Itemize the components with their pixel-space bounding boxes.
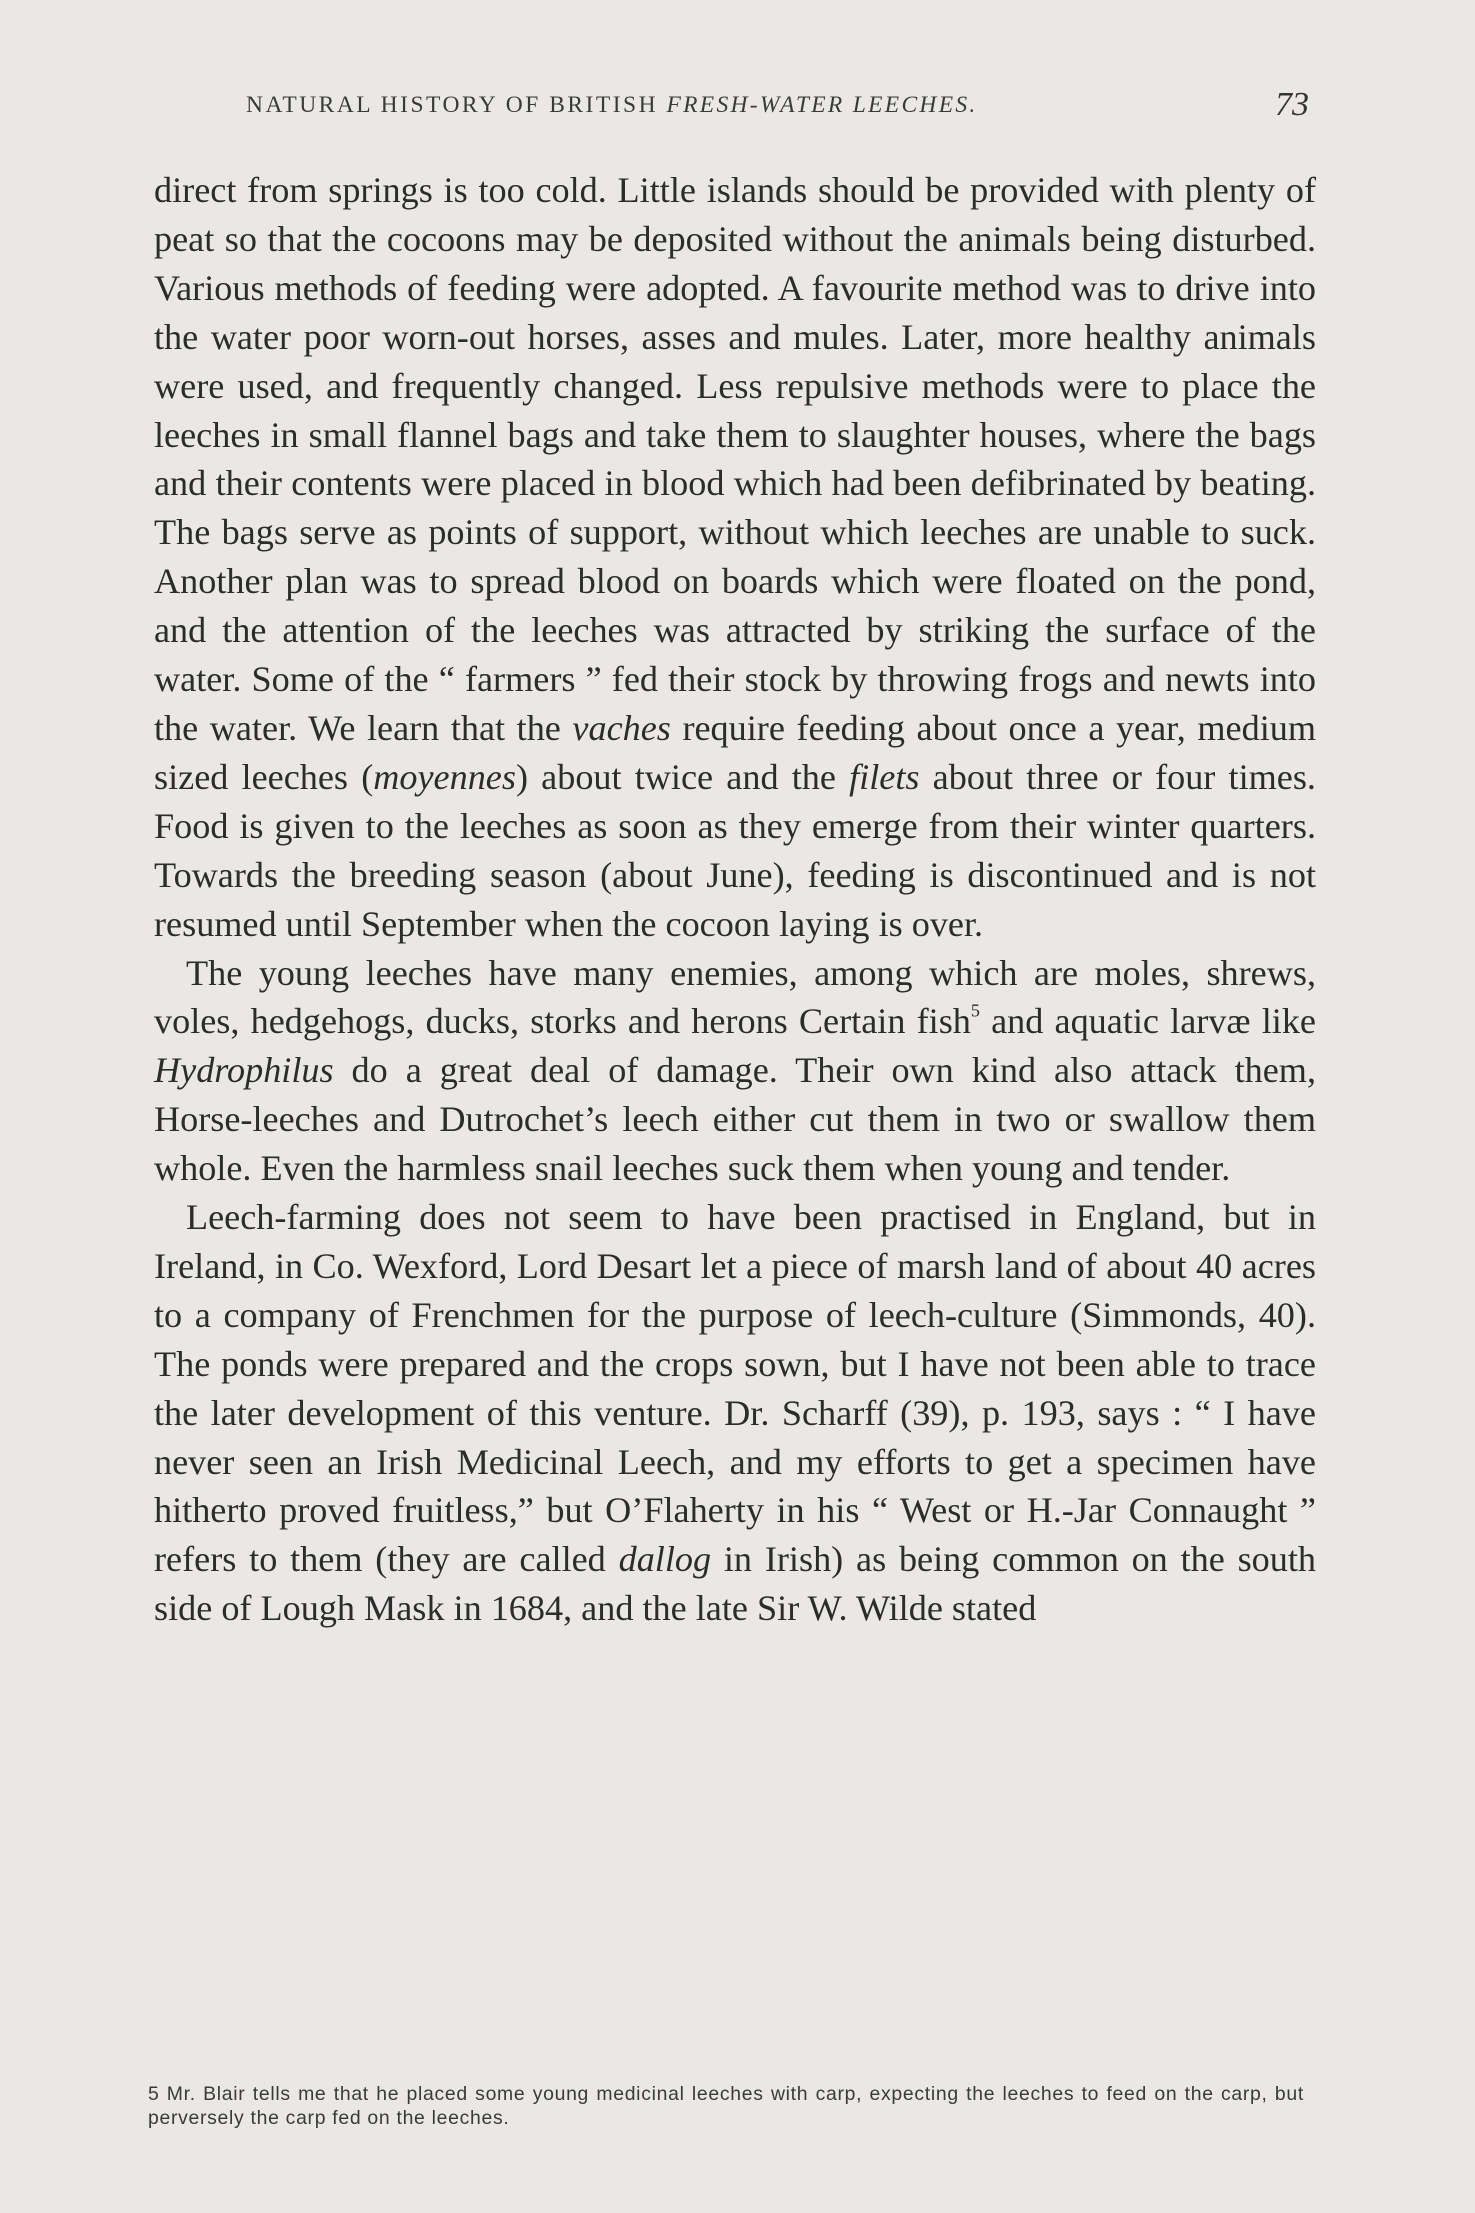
running-head-title: NATURAL HISTORY OF BRITISH <box>246 92 667 118</box>
italic-term: vaches <box>572 707 671 748</box>
body-text <box>154 166 1316 1633</box>
text-run: require feeding about once a year, medium sized leeches ( <box>154 707 1316 797</box>
page-number: 73 <box>1275 86 1309 123</box>
italic-term: dallog <box>618 1539 712 1580</box>
footnote: 5 Mr. Blair tells me that he placed some young medicinal leeches with carp, expecting the leeches to feed on the carp, but perversely the carp fed on the leeches. <box>148 2083 1304 2129</box>
text-run: in Irish) as being common on the south side of Lough Mask in 1684, and the late Sir W. Wilde stated <box>154 1539 1317 1629</box>
footnote-ref: 5 <box>970 1001 980 1022</box>
italic-term: filets <box>849 756 920 797</box>
text-run: and aquatic larvæ like <box>979 1001 1316 1042</box>
paragraph <box>154 166 1316 949</box>
text-run: do a great deal of damage. Their own kind also attack them, Horse-leeches and Dutrochet’s leech either cut them in two or swallow them whole. Even the harmless snail leeches suck them when young and tender. <box>154 1050 1316 1189</box>
paragraph <box>154 949 1316 1194</box>
running-head-title-italic: FRESH-WATER LEECHES. <box>666 92 978 118</box>
italic-term: moyennes <box>373 756 516 797</box>
text-run: ) about twice and the <box>515 756 850 797</box>
text-run: direct from springs is too cold. Little islands should be provided with plenty of peat so that the cocoons may be deposited without the animals being disturbed. Various methods of feeding were adopted. A favourite method was to drive into the water poor worn-out horses, asses and mules. Later, more healthy animals were used, and frequently changed. Less repulsive methods were to place the leeches in small flannel bags and take them to slaughter houses, where the bags and their contents were placed in blood which had been defibrinated by beating. The bags serve as points of support, without which leeches are unable to suck. Another plan was to spread blood on boards which were floated on the pond, and the attention of the leeches was attracted by striking the surface of the water. Some of the “ farmers ” fed their stock by throwing frogs and newts into the water. We learn that the <box>154 170 1316 748</box>
text-run: The young leeches have many enemies, among which are moles, shrews, voles, hedgehogs, ducks, storks and herons Certain fish <box>154 952 1316 1042</box>
text-run: Leech-farming does not seem to have been practised in England, but in Ireland, in Co. Wexford, Lord Desart let a piece of marsh land of about 40 acres to a company of Frenchmen for the purpose of leech-culture (Simmonds, 40). The ponds were prepared and the crops sown, but I have not been able to trace the later development of this venture. Dr. Scharff (39), p. 193, says : “ I have never seen an Irish Medicinal Leech, and my efforts to get a specimen have hitherto proved fruitless,” but O’Flaherty in his “ West or H.-Jar Connaught ” refers to them (they are called <box>154 1197 1316 1580</box>
text-run: about three or four times. Food is given to the leeches as soon as they emerge from their winter quarters. Towards the breeding season (about June), feeding is discontinued and is not resumed until September when the cocoon laying is over. <box>154 756 1316 944</box>
paragraph <box>154 1193 1316 1633</box>
italic-term: Hydrophilus <box>154 1050 334 1091</box>
running-head <box>246 92 1316 119</box>
